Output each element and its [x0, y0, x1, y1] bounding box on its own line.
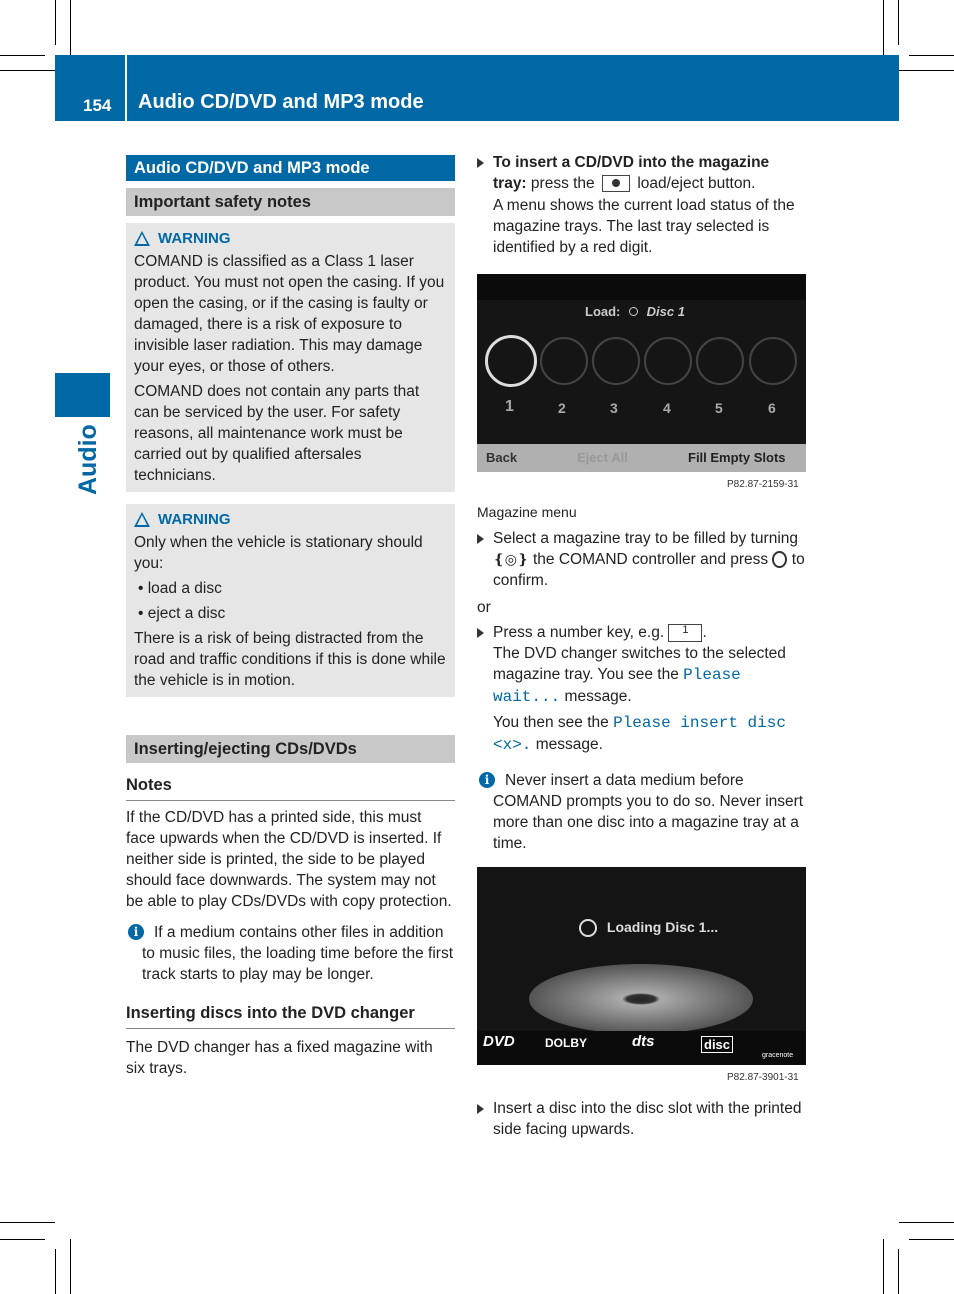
- crop-mark: [0, 70, 55, 71]
- eject-all-button[interactable]: Eject All: [577, 450, 628, 465]
- crop-mark: [883, 0, 884, 55]
- display-message: Please wait...: [493, 666, 741, 706]
- tray-number[interactable]: 6: [768, 400, 776, 416]
- step-text: press the: [530, 175, 595, 192]
- step-text: Insert a disc into the disc slot with the printed side facing upwards.: [493, 1100, 802, 1138]
- fill-empty-slots-button[interactable]: Fill Empty Slots: [688, 450, 786, 465]
- crop-mark: [909, 55, 954, 56]
- step-arrow-icon: [477, 158, 484, 168]
- tray-number[interactable]: 2: [558, 400, 566, 416]
- right-column-top: [477, 152, 807, 258]
- step-heading: To insert a CD/DVD into the magazine tray:: [493, 154, 770, 192]
- step-text: message.: [535, 736, 603, 753]
- tray-number[interactable]: 1: [505, 398, 514, 415]
- tray-number[interactable]: 5: [715, 400, 723, 416]
- warning-box: [126, 223, 455, 492]
- load-eject-button-icon: [602, 175, 630, 192]
- crop-mark: [70, 1239, 71, 1294]
- notes-text: If the CD/DVD has a printed side, this must face upwards when the CD/DVD is inserted. If neither side is printed, the side to be played should face downwards. The system may not be able to play CDs/DVDs with copy protection.: [126, 809, 452, 910]
- warning-box: [126, 504, 455, 697]
- warning-label: WARNING: [158, 230, 231, 247]
- controller-press-icon: [772, 551, 787, 568]
- warning-text: Only when the vehicle is stationary should you:: [134, 534, 423, 572]
- disc-graphic: [529, 964, 753, 1034]
- tray-slot: [485, 335, 537, 387]
- list-item-text: eject a disc: [147, 605, 226, 622]
- step-text: message.: [564, 688, 632, 705]
- or-text: or: [477, 599, 491, 616]
- gracenote-logo: gracenote: [762, 1052, 794, 1059]
- warning-triangle-icon: [134, 231, 150, 246]
- changer-text: The DVD changer has a fixed magazine with six trays.: [126, 1039, 433, 1077]
- tray-number[interactable]: 3: [610, 400, 618, 416]
- loading-status: [579, 919, 718, 937]
- step-text: The DVD changer switches to the selected magazine tray. You see the: [493, 645, 786, 683]
- step-text: Press a number key, e.g.: [493, 624, 665, 641]
- step-description: A menu shows the current load status of the magazine trays. The last tray selected is identified by a red digit.: [493, 197, 795, 256]
- info-note: [477, 770, 807, 854]
- info-icon: i: [128, 924, 144, 940]
- warning-heading: [134, 228, 447, 249]
- warning-heading: [134, 509, 447, 530]
- compact-disc-logo: disc: [701, 1036, 733, 1053]
- inserting-title: Inserting/ejecting CDs/DVDs: [126, 735, 455, 763]
- step-text: load/eject button.: [637, 175, 756, 192]
- step-text: Select a magazine tray to be filled by turning: [493, 530, 799, 547]
- side-tab: [55, 373, 110, 417]
- info-text: If a medium contains other files in addition to music files, the loading time before the first track starts to play may be longer.: [142, 924, 454, 983]
- display-message: Please insert disc <x>.: [493, 714, 786, 754]
- loading-text: Loading Disc 1...: [606, 919, 719, 935]
- load-label: Load:: [585, 304, 621, 319]
- crop-mark: [0, 1222, 55, 1223]
- dolby-logo: DOLBY: [545, 1036, 587, 1050]
- figure-code: P82.87-3901-31: [727, 1072, 799, 1083]
- notes-title: Notes: [126, 775, 455, 801]
- step-arrow-icon: [477, 628, 484, 638]
- crop-mark: [55, 1249, 56, 1294]
- section-title: Audio CD/DVD and MP3 mode: [126, 155, 455, 181]
- tray-slot: [592, 337, 640, 385]
- step-item: [477, 1098, 807, 1140]
- step-text: to confirm.: [493, 551, 805, 589]
- step-text: the COMAND controller and press: [533, 551, 769, 568]
- step-arrow-icon: [477, 534, 484, 544]
- crop-mark: [898, 0, 899, 45]
- side-tab-label: Audio: [74, 424, 102, 495]
- step-arrow-icon: [477, 1104, 484, 1114]
- controller-turn-icon: ❴◎❵: [493, 551, 529, 567]
- tray-slot: [749, 337, 797, 385]
- left-column: [126, 155, 455, 1079]
- tray-slot: [696, 337, 744, 385]
- warning-label: WARNING: [158, 511, 231, 528]
- magazine-menu-screen: [477, 274, 806, 472]
- crop-mark: [899, 70, 954, 71]
- list-item: • eject a disc: [138, 605, 226, 622]
- header-divider: [125, 55, 127, 121]
- tray-number[interactable]: 4: [663, 400, 671, 416]
- step-item: Press a number key, e.g. 1 . The DVD changer switches to the selected magazine tray. You see the Please wait... message. You then see the Please insert disc <x>. message.: [477, 622, 807, 756]
- step-item: [477, 152, 807, 258]
- crop-mark: [899, 1222, 954, 1223]
- warning-text: COMAND is classified as a Class 1 laser product. You must not open the casing. If you open the casing, or if the casing is faulty or damaged, there is a risk of exposure to invisible laser radiation. This may damage your eyes, or those of others.: [134, 253, 445, 375]
- step-item: [477, 528, 807, 591]
- figure-code: P82.87-2159-31: [727, 479, 799, 490]
- back-button[interactable]: Back: [486, 450, 518, 465]
- page-title: Audio CD/DVD and MP3 mode: [138, 91, 424, 113]
- warning-text: COMAND does not contain any parts that can be serviced by the user. For safety reasons, all maintenance work must be carried out by qualified aftersales technicians.: [134, 383, 420, 484]
- screen-header-bar: [477, 274, 806, 300]
- crop-mark: [55, 0, 56, 45]
- info-note: [126, 922, 455, 985]
- warning-text: There is a risk of being distracted from the road and traffic conditions if this is done while the vehicle is in motion.: [134, 630, 446, 689]
- crop-mark: [898, 1249, 899, 1294]
- info-text: Never insert a data medium before COMAND prompts you to do so. Never insert more than one disc into a magazine tray at a time.: [493, 772, 804, 852]
- page-number: 154: [83, 96, 112, 115]
- dts-logo: dts: [632, 1033, 655, 1050]
- figure-caption: Magazine menu: [477, 504, 577, 520]
- right-column-bottom: [477, 1098, 807, 1140]
- dvd-logo: DVD: [483, 1033, 515, 1050]
- loading-disc-screen: [477, 867, 806, 1065]
- crop-mark: [70, 0, 71, 55]
- list-item-text: load a disc: [147, 580, 222, 597]
- crop-mark: [0, 55, 45, 56]
- crop-mark: [909, 1239, 954, 1240]
- disc-label: Disc 1: [646, 304, 685, 319]
- load-status: [585, 304, 685, 319]
- tray-slot: [540, 337, 588, 385]
- number-key-icon: 1: [668, 624, 702, 642]
- tray-slot: [644, 337, 692, 385]
- load-dot-icon: [629, 307, 638, 316]
- clock-icon: [579, 919, 597, 937]
- changer-title: Inserting discs into the DVD changer: [126, 1003, 455, 1029]
- step-text: You then see the: [493, 714, 609, 731]
- warning-triangle-icon: [134, 512, 150, 527]
- safety-title: Important safety notes: [126, 188, 455, 216]
- list-item: • load a disc: [138, 580, 222, 597]
- right-column-middle: [477, 528, 807, 854]
- crop-mark: [0, 1239, 45, 1240]
- info-icon: i: [479, 772, 495, 788]
- crop-mark: [883, 1239, 884, 1294]
